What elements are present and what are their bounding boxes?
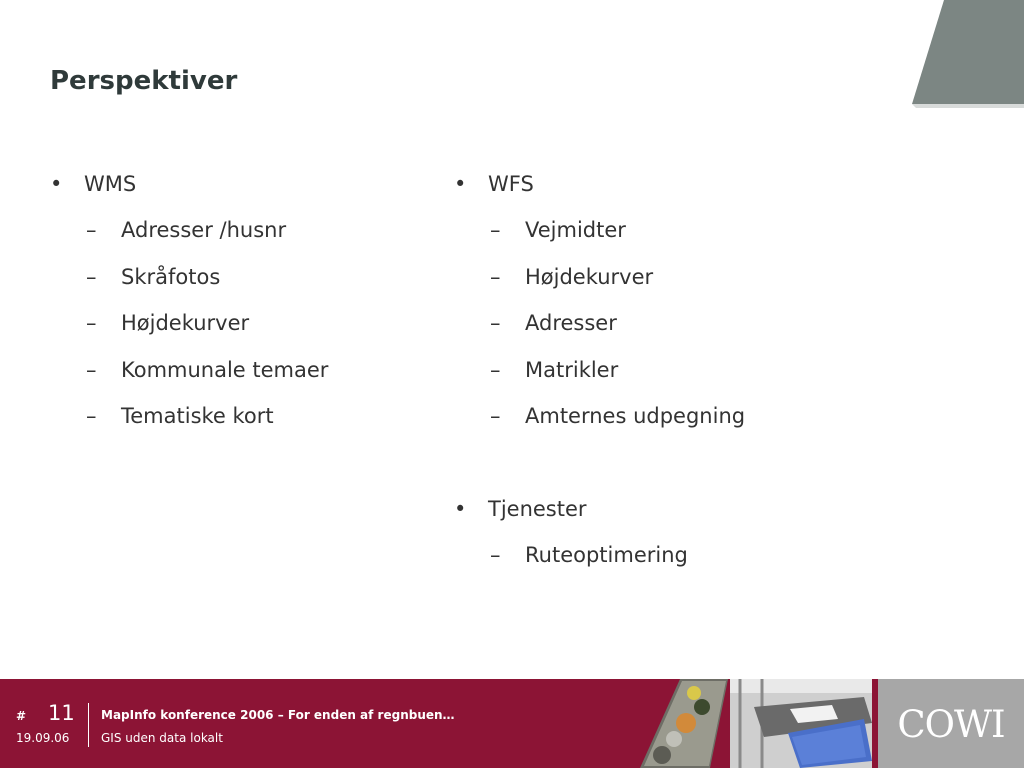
sub-item-text: Kommunale temaer <box>121 357 329 382</box>
dash-icon: – <box>86 403 97 428</box>
corner-decoration <box>912 0 1024 108</box>
meeting-table-photo <box>730 679 872 768</box>
logo-text: COWI <box>897 703 1005 746</box>
conference-title: MapInfo konference 2006 – For enden af regnbuen… <box>101 708 455 722</box>
company-logo <box>878 679 1024 768</box>
sub-item-text: Matrikler <box>525 357 619 382</box>
sub-item-text: Vejmidter <box>525 218 626 243</box>
dash-icon: – <box>490 218 501 243</box>
slide-title: Perspektiver <box>50 66 238 96</box>
bullet-icon: • <box>454 172 467 196</box>
bullet-text: Tjenester <box>488 496 587 521</box>
hash-label: # <box>16 709 27 723</box>
bullet-text: WMS <box>84 172 137 196</box>
footer-subtitle: GIS uden data lokalt <box>101 731 223 745</box>
dash-icon: – <box>86 311 97 336</box>
footer-divider <box>88 703 89 747</box>
fruit-photo <box>640 679 728 768</box>
bullet-icon: • <box>50 172 63 196</box>
sub-item-text: Amternes udpegning <box>525 403 746 428</box>
sub-item-text: Skråfotos <box>121 264 221 289</box>
sub-item-text: Adresser <box>525 311 617 336</box>
slide-number: 11 <box>48 701 75 725</box>
bullet-icon: • <box>454 496 467 521</box>
sub-item-text: Højdekurver <box>121 311 250 336</box>
dash-icon: – <box>490 543 501 568</box>
dash-icon: – <box>490 311 501 336</box>
dash-icon: – <box>490 264 501 289</box>
sub-item-text: Ruteoptimering <box>525 543 688 568</box>
footer-date: 19.09.06 <box>16 731 70 745</box>
dash-icon: – <box>86 357 97 382</box>
sub-item-text: Højdekurver <box>525 264 654 289</box>
dash-icon: – <box>86 218 97 243</box>
sub-item-text: Tematiske kort <box>121 403 274 428</box>
dash-icon: – <box>490 357 501 382</box>
dash-icon: – <box>490 403 501 428</box>
dash-icon: – <box>86 264 97 289</box>
sub-item-text: Adresser /husnr <box>121 218 287 243</box>
bullet-text: WFS <box>488 172 534 196</box>
